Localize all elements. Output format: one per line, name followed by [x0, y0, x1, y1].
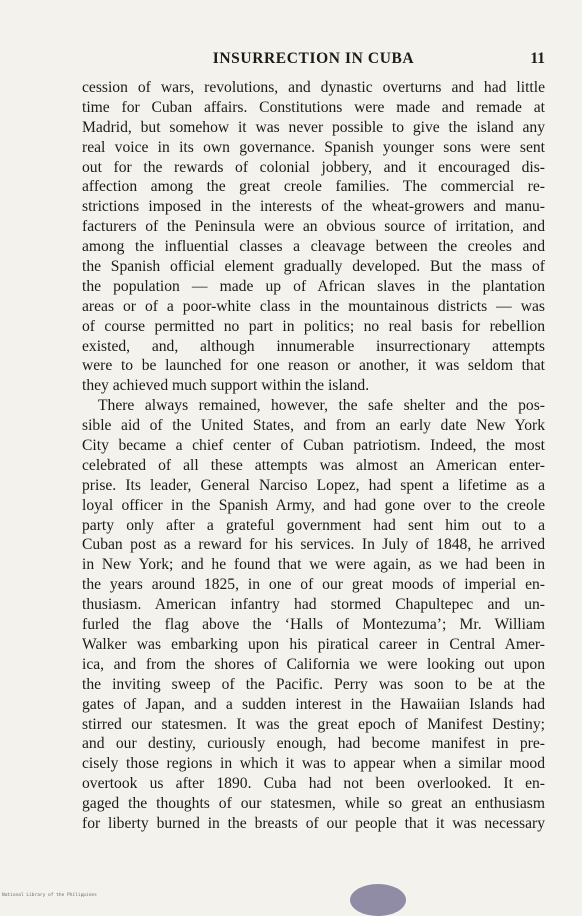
text-line: thusiasm. American infantry had stormed Chapultepec and un-: [82, 596, 545, 614]
body-text: [82, 78, 545, 834]
text-line: party only after a grateful government had sent him out to a: [82, 516, 545, 534]
text-line: Walker was embarking upon his piratical career in Central Amer-: [82, 635, 545, 653]
library-footer-note: National Library of the Philippines: [2, 893, 97, 898]
text-line: overtook us after 1890. Cuba had not been overlooked. It en-: [82, 775, 545, 793]
text-line: loyal officer in the Spanish Army, and had gone over to the creole: [82, 496, 545, 514]
text-line: ica, and from the shores of California we were looking out upon: [82, 655, 545, 673]
text-line: strictions imposed in the interests of the wheat-growers and manu-: [82, 198, 545, 216]
text-line: time for Cuban affairs. Constitutions were made and remade at: [82, 98, 545, 116]
text-line: the inviting sweep of the Pacific. Perry was soon to be at the: [82, 675, 545, 693]
text-line: of course permitted no part in politics; no real basis for rebellion: [82, 317, 545, 335]
text-line: existed, and, although innumerable insurrectionary attempts: [82, 337, 545, 355]
text-line: and our destiny, curiously enough, had become manifest in pre-: [82, 735, 545, 753]
text-line: real voice in its own governance. Spanish younger sons were sent: [82, 138, 545, 156]
text-line: affection among the great creole families. The commercial re-: [82, 178, 545, 196]
text-line: they achieved much support within the island.: [82, 377, 370, 395]
text-line: among the influential classes a cleavage between the creoles and: [82, 238, 545, 256]
text-line: celebrated of all these attempts was almost an American enter-: [82, 456, 545, 474]
text-line: There always remained, however, the safe shelter and the pos-: [98, 397, 545, 415]
scanner-thumb-shadow: [350, 884, 406, 916]
text-line: cisely those regions in which it was to appear when a similar mood: [82, 755, 545, 773]
running-title: INSURRECTION IN CUBA: [212, 50, 415, 67]
text-line: areas or of a poor-white class in the mountainous districts — was: [82, 297, 545, 315]
text-line: City became a chief center of Cuban patriotism. Indeed, the most: [82, 437, 545, 455]
text-line: out for the rewards of colonial jobbery, and it encouraged dis-: [82, 158, 545, 176]
text-line: stirred our statesmen. It was the great epoch of Manifest Destiny;: [82, 715, 545, 733]
text-line: gaged the thoughts of our statesmen, while so great an enthusiasm: [82, 795, 545, 813]
text-line: sible aid of the United States, and from an early date New York: [82, 417, 545, 435]
running-head: [82, 50, 545, 70]
text-line: gates of Japan, and a sudden interest in the Hawaiian Islands had: [82, 695, 545, 713]
text-line: the Spanish official element gradually developed. But the mass of: [82, 258, 545, 276]
text-line: the years around 1825, in one of our great moods of imperial en-: [82, 576, 545, 594]
text-line: furled the flag above the ‘Halls of Montezuma’; Mr. William: [82, 616, 545, 634]
page-number: 11: [530, 50, 545, 67]
text-line: for liberty burned in the breasts of our people that it was necessary: [82, 814, 545, 832]
text-line: cession of wars, revolutions, and dynastic overturns and had little: [82, 79, 545, 96]
text-line: Cuban post as a reward for his services. In July of 1848, he arrived: [82, 536, 545, 554]
text-line: Madrid, but somehow it was never possible to give the island any: [82, 118, 545, 136]
text-line: the population — made up of African slaves in the plantation: [82, 277, 545, 295]
text-line: facturers of the Peninsula were an obvious source of irritation, and: [82, 218, 545, 236]
text-line: were to be launched for one reason or another, it was seldom that: [82, 357, 545, 375]
text-line: prise. Its leader, General Narciso Lopez, had spent a lifetime as a: [82, 476, 545, 494]
text-line: in New York; and he found that we were again, as we had been in: [82, 556, 545, 574]
